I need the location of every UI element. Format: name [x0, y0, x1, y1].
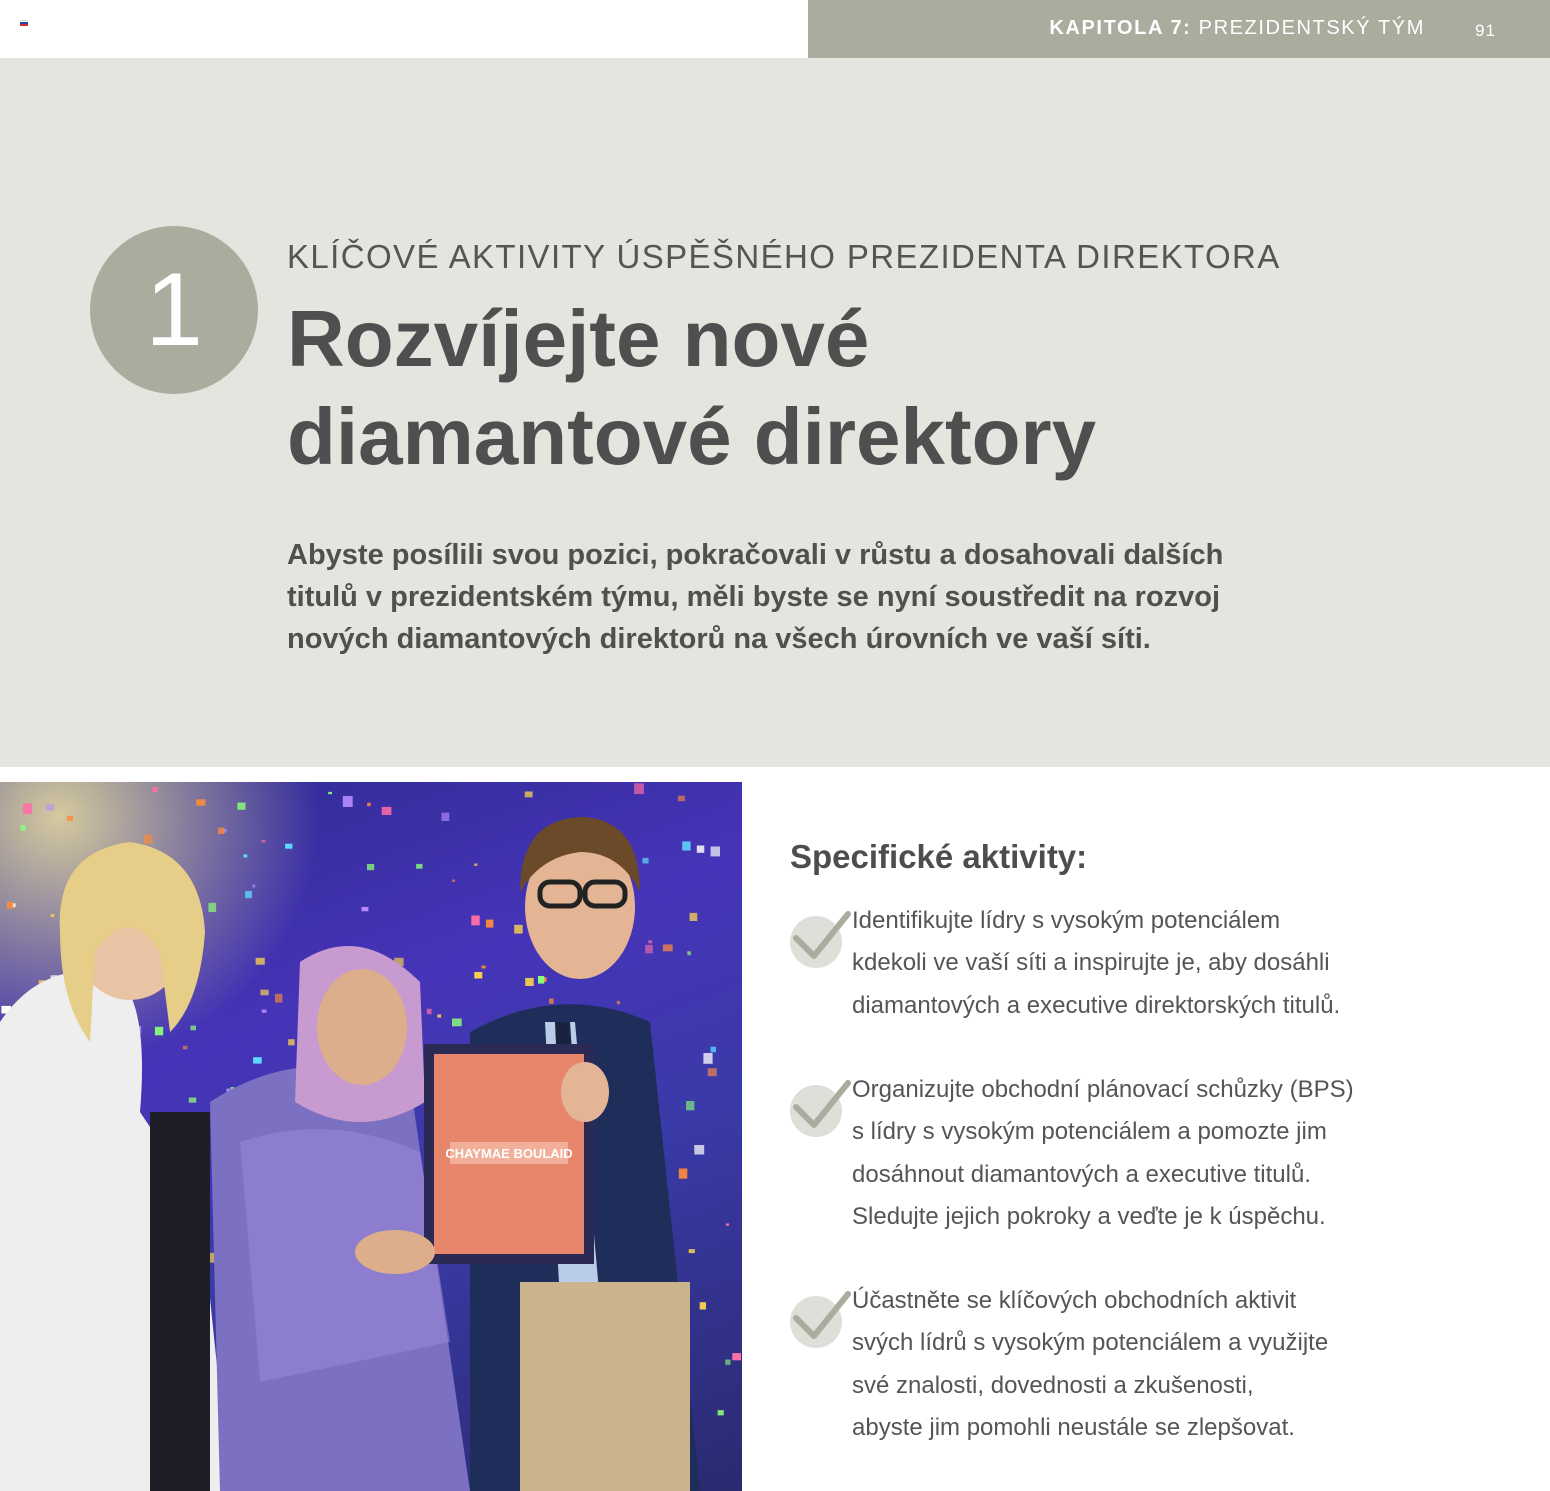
confetti-piece — [474, 864, 477, 866]
confetti-piece — [343, 796, 353, 807]
confetti-piece — [20, 825, 25, 831]
confetti-piece — [726, 1223, 729, 1225]
confetti-piece — [697, 846, 705, 853]
confetti-piece — [514, 925, 523, 934]
lead-paragraph — [287, 534, 1347, 660]
confetti-piece — [244, 854, 248, 857]
confetti-piece — [367, 864, 374, 870]
confetti-piece — [362, 907, 369, 911]
confetti-piece — [262, 1010, 267, 1013]
hero-section — [0, 58, 1550, 767]
confetti-piece — [682, 841, 690, 850]
confetti-piece — [144, 835, 153, 844]
confetti-piece — [256, 958, 265, 965]
lead-line: Abyste posílili svou pozici, pokračovali v růstu a dosahovali dalších — [287, 539, 1224, 571]
confetti-piece — [183, 1046, 188, 1050]
step-number-badge: 1 — [90, 226, 258, 394]
confetti-piece — [617, 1001, 620, 1004]
checkmark-icon — [788, 908, 852, 968]
confetti-piece — [285, 844, 292, 849]
activity-line: Sledujte jejich pokroky a veďte je k úspěchu. — [852, 1202, 1326, 1230]
activity-line: Identifikujte lídry s vysokým potenciálem — [852, 907, 1281, 934]
confetti-piece — [189, 1098, 196, 1103]
checkmark-icon — [788, 1288, 852, 1348]
czech-flag-icon — [20, 20, 28, 26]
activity-line: Organizujte obchodní plánovací schůzky (BPS) — [852, 1076, 1354, 1103]
confetti-piece — [486, 920, 494, 928]
confetti-piece — [237, 803, 245, 810]
confetti-piece — [208, 903, 216, 912]
confetti-piece — [663, 944, 673, 951]
confetti-piece — [46, 804, 55, 810]
confetti-piece — [442, 813, 450, 821]
confetti-piece — [700, 1302, 706, 1309]
checkmark-icon — [788, 1077, 852, 1137]
confetti-piece — [481, 966, 485, 969]
activity-line: abyste jim pomohli neustále se zlepšovat. — [852, 1413, 1295, 1441]
activity-text — [852, 1280, 1328, 1449]
activity-text — [852, 1069, 1354, 1238]
confetti-piece — [645, 945, 653, 953]
confetti-piece — [694, 1145, 704, 1155]
confetti-piece — [471, 916, 479, 926]
confetti-piece — [711, 847, 720, 857]
confetti-piece — [288, 1039, 294, 1045]
chapter-title: PREZIDENTSKÝ TÝM — [1198, 17, 1425, 39]
header-blank-area — [0, 0, 808, 58]
confetti-piece — [642, 858, 648, 864]
page-title-line: diamantové direktory — [287, 392, 1097, 481]
page-number: 91 — [1475, 21, 1496, 40]
confetti-piece — [275, 994, 282, 1003]
confetti-piece — [686, 1101, 694, 1110]
confetti-piece — [67, 816, 73, 821]
confetti-piece — [703, 1053, 712, 1064]
confetti-piece — [474, 972, 482, 979]
confetti-piece — [328, 792, 332, 794]
confetti-piece — [190, 1026, 196, 1031]
confetti-piece — [718, 1410, 724, 1415]
lead-line: nových diamantových direktorů na všech úrovních ve vaší síti. — [287, 623, 1151, 655]
confetti-piece — [711, 1047, 717, 1053]
lead-line: titulů v prezidentském týmu, měli byste se nyní soustředit na rozvoj — [287, 581, 1221, 613]
confetti-piece — [260, 990, 268, 996]
confetti-piece — [262, 840, 266, 843]
activity-line: diamantových a executive direktorských titulů. — [852, 991, 1341, 1019]
confetti-piece — [245, 891, 252, 898]
confetti-piece — [253, 1057, 262, 1063]
confetti-piece — [549, 999, 554, 1004]
confetti-piece — [690, 913, 698, 921]
chapter-label — [1049, 17, 1425, 40]
activity-line: své znalosti, dovednosti a zkušenosti, — [852, 1371, 1254, 1399]
confetti-piece — [678, 796, 685, 802]
activity-line: dosáhnout diamantových a executive titulů. — [852, 1160, 1311, 1188]
activity-line: kdekoli ve vaší síti a inspirujte je, aby dosáhli — [852, 949, 1330, 977]
confetti-piece — [452, 880, 455, 882]
confetti-piece — [525, 978, 534, 986]
confetti-piece — [416, 864, 422, 869]
page-title-line: Rozvíjejte nové — [287, 294, 870, 383]
confetti-piece — [196, 799, 205, 805]
confetti-piece — [725, 1360, 730, 1365]
confetti-piece — [732, 1353, 741, 1360]
confetti-piece — [152, 787, 157, 792]
confetti-piece — [525, 792, 533, 798]
confetti-piece — [382, 807, 392, 815]
certificate-name-text: CHAYMAE BOULAID — [445, 1146, 573, 1161]
activities-title: Specifické aktivity: — [790, 838, 1088, 875]
confetti-piece — [23, 804, 32, 814]
confetti-piece — [708, 1068, 717, 1076]
confetti-piece — [218, 828, 224, 834]
confetti-piece — [689, 1249, 695, 1253]
activity-line: Účastněte se klíčových obchodních aktivit — [852, 1287, 1297, 1314]
confetti-piece — [367, 803, 371, 806]
confetti-piece — [538, 976, 544, 984]
confetti-piece — [7, 902, 13, 909]
page-title — [287, 290, 1387, 486]
activity-line: s lídry s vysokým potenciálem a pomozte jim — [852, 1118, 1327, 1146]
confetti-piece — [437, 1014, 441, 1017]
award-ceremony-photo — [0, 782, 742, 1491]
confetti-piece — [155, 1027, 163, 1036]
activity-line: svých lídrů s vysokým potenciálem a využijte — [852, 1329, 1329, 1357]
confetti-piece — [452, 1019, 462, 1027]
confetti-piece — [634, 783, 644, 794]
confetti-piece — [679, 1169, 688, 1179]
chapter-header-bar — [808, 0, 1550, 58]
activity-text — [852, 900, 1340, 1027]
confetti-piece — [648, 940, 652, 943]
confetti-piece — [252, 885, 255, 888]
chapter-number: KAPITOLA 7: — [1049, 17, 1192, 39]
confetti-piece — [51, 914, 55, 917]
confetti-piece — [687, 951, 691, 955]
confetti-piece — [427, 1009, 432, 1015]
section-eyebrow: KLÍČOVÉ AKTIVITY ÚSPĚŠNÉHO PREZIDENTA DIREKTORA — [287, 238, 1281, 275]
